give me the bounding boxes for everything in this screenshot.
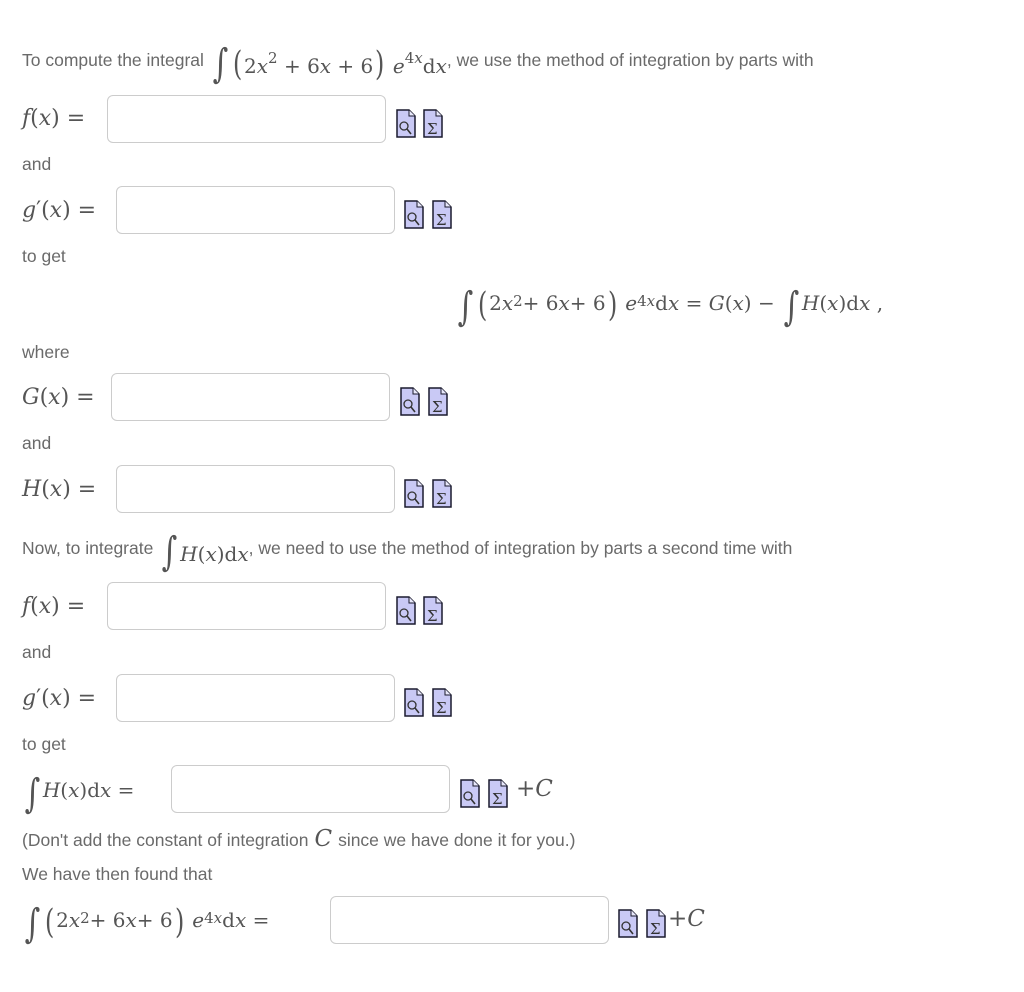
final-integral-label: ∫ ( 2 x $^2$ + 6 x + 6 ) e $^{4x}$ d x = [24, 901, 270, 947]
preview-icon[interactable] [400, 387, 420, 416]
intro-line [22, 30, 814, 90]
svg-text:Σ: Σ [436, 211, 447, 229]
svg-text:Σ: Σ [436, 699, 447, 717]
and-label-2: and [22, 433, 52, 453]
gprime-label-2: g′(x) = [22, 686, 97, 711]
final-input[interactable] [330, 896, 609, 944]
plus-c-2: +C [668, 906, 705, 932]
svg-text:Σ: Σ [427, 120, 438, 138]
intro-prefix: To compute the integral [22, 49, 204, 70]
note-prefix: (Don't add the constant of integration [22, 830, 309, 850]
equation-editor-icon[interactable] [423, 596, 443, 625]
integral-H-input[interactable] [171, 765, 450, 813]
preview-icon[interactable] [396, 109, 416, 138]
equation-editor-icon[interactable] [428, 387, 448, 416]
plus-c-1: +C [516, 776, 553, 802]
equation-editor-icon[interactable] [423, 109, 443, 138]
f-label-2: f(x) = [22, 594, 86, 619]
intro-suffix: , we use the method of integration by parts with [446, 49, 814, 70]
to-get-label-2: to get [22, 734, 66, 754]
svg-text:Σ: Σ [427, 607, 438, 625]
second-intro-line [22, 523, 792, 573]
second-intro-prefix: Now, to integrate [22, 537, 154, 558]
equation-editor-icon[interactable] [432, 688, 452, 717]
gprime-input-2[interactable] [116, 674, 395, 722]
preview-icon[interactable] [404, 479, 424, 508]
note-C: C [314, 826, 333, 852]
equation-editor-icon[interactable] [488, 779, 508, 808]
and-label-3: and [22, 642, 52, 662]
note-suffix: since we have done it for you.) [338, 830, 576, 850]
second-intro-suffix: , we need to use the method of integration by parts a second time with [248, 537, 793, 558]
f-label-1: f(x) = [22, 106, 86, 131]
G-label: G(x) = [22, 385, 95, 410]
gprime-input-1[interactable] [116, 186, 395, 234]
H-input[interactable] [116, 465, 395, 513]
svg-text:Σ: Σ [436, 490, 447, 508]
f-input-2[interactable] [107, 582, 386, 630]
and-label-1: and [22, 154, 52, 174]
by-parts-equation: ∫ ( 2 x $^2$ + 6 x + 6 ) e $^{4x}$ d x = G ( x ) − ∫ H ( x )d x , [457, 284, 884, 330]
equation-editor-icon[interactable] [646, 909, 666, 938]
constant-note [22, 826, 575, 852]
H-label: H(x) = [22, 477, 97, 502]
preview-icon[interactable] [404, 688, 424, 717]
integral-H-label: ∫ H ( x )d x = [24, 771, 135, 817]
svg-text:Σ: Σ [650, 920, 661, 938]
second-intro-integral: ∫ H(x)dx [161, 529, 249, 575]
preview-icon[interactable] [618, 909, 638, 938]
where-label: where [22, 342, 70, 362]
to-get-label-1: to get [22, 246, 66, 266]
found-label: We have then found that [22, 864, 213, 884]
preview-icon[interactable] [404, 200, 424, 229]
f-input-1[interactable] [107, 95, 386, 143]
intro-integral-expression: ∫ $(2x^2 + 6x + 6)$ $e^{4x}dx$ [212, 41, 447, 87]
G-input[interactable] [111, 373, 390, 421]
preview-icon[interactable] [396, 596, 416, 625]
preview-icon[interactable] [460, 779, 480, 808]
equation-editor-icon[interactable] [432, 200, 452, 229]
svg-text:Σ: Σ [492, 790, 503, 808]
gprime-label-1: g′(x) = [22, 198, 97, 223]
svg-text:Σ: Σ [432, 398, 443, 416]
equation-editor-icon[interactable] [432, 479, 452, 508]
